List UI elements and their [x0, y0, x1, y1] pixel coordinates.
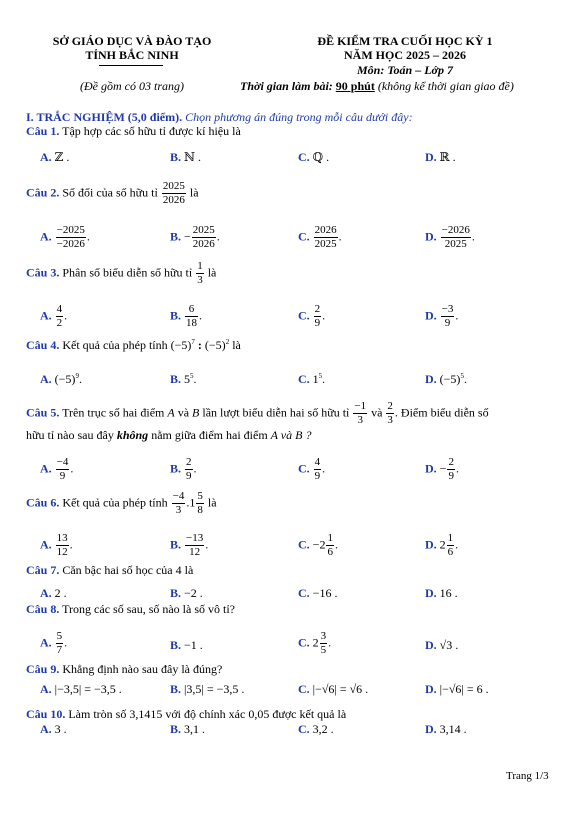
q9-option-d[interactable]: D. |−√6| = 6 .: [425, 682, 489, 696]
section-instruction: Chọn phương án đúng trong mỗi câu dưới đây:: [185, 110, 413, 124]
time-note: (không kể thời gian giao đề): [377, 79, 514, 93]
q1-option-b[interactable]: B. ℕ .: [170, 150, 201, 164]
header-underline: [99, 65, 163, 66]
question-10: Câu 10. Làm tròn số 3,1415 với độ chính xác 0,05 được kết quả là: [26, 707, 347, 721]
question-7: Câu 7. Căn bậc hai số học của 4 là: [26, 563, 194, 577]
q7-option-c[interactable]: C. −16 .: [298, 586, 338, 600]
q1-option-a[interactable]: A. ℤ .: [40, 150, 70, 164]
q6-option-d[interactable]: D. 2 $\frac{1}{6}$ .: [425, 532, 459, 558]
q8-option-c[interactable]: C. 2 $\frac{3}{5}$ .: [298, 630, 332, 656]
q6-option-b[interactable]: B. $\frac{-13}{12}$ .: [170, 532, 209, 558]
q10-option-a[interactable]: A. 3 .: [40, 722, 67, 736]
q9-option-c[interactable]: C. |−√6| = √6 .: [298, 682, 369, 696]
question-3: Câu 3. Phân số biểu diễn số hữu tỉ $\frac{1}{3}$ là: [26, 260, 217, 286]
q7-option-b[interactable]: B. −2 .: [170, 586, 203, 600]
question-4: Câu 4. Kết quả của phép tính $(-5)^7$ : $(-5)^2$ là: [26, 338, 241, 352]
q7-option-d[interactable]: D. 16 .: [425, 586, 458, 600]
header-page-count-note: (Đề gồm có 03 trang): [80, 79, 184, 93]
school-year: NĂM HỌC 2025 – 2026: [344, 48, 466, 62]
q1-option-c[interactable]: C. ℚ .: [298, 150, 330, 164]
time-value: 90 phút: [335, 79, 375, 93]
q3-option-c[interactable]: C. $\frac{2}{9}$ .: [298, 303, 326, 329]
section-title: I. TRẮC NGHIỆM (5,0 điểm).: [26, 110, 183, 124]
q4-option-b[interactable]: B. $5^5$.: [170, 372, 197, 386]
q7-option-a[interactable]: A. 2 .: [40, 586, 67, 600]
q3-option-a[interactable]: A. $\frac{4}{2}$ .: [40, 303, 68, 329]
q10-option-d[interactable]: D. 3,14 .: [425, 722, 467, 736]
q4-option-d[interactable]: D. $(-5)^5$.: [425, 372, 467, 386]
q2-option-a[interactable]: A. $\frac{-2025}{-2026}$ .: [40, 224, 90, 250]
q10-option-c[interactable]: C. 3,2 .: [298, 722, 334, 736]
q2-option-c[interactable]: C. $\frac{2026}{2025}$ .: [298, 224, 342, 250]
question-5-line-2: hữu tỉ nào sau đây không nằm giữa điểm hai điểm A và B ?: [26, 428, 312, 442]
q5-option-d[interactable]: D. − $\frac{2}{9}$ .: [425, 456, 459, 482]
question-1: Câu 1. Tập hợp các số hữu tỉ được kí hiệu là: [26, 124, 241, 138]
time-label: Thời gian làm bài:: [240, 79, 333, 93]
question-2: Câu 2. Số đối của số hữu tỉ $\frac{2025}{2026}$ là: [26, 180, 199, 206]
q6-option-c[interactable]: C. −2 $\frac{1}{6}$ .: [298, 532, 338, 558]
q4-option-a[interactable]: A. $(-5)^9$.: [40, 372, 82, 386]
q10-option-b[interactable]: B. 3,1 .: [170, 722, 206, 736]
section-heading: [26, 110, 413, 125]
q2-option-b[interactable]: B. − $\frac{2025}{2026}$ .: [170, 224, 220, 250]
q8-option-d[interactable]: D. √3 .: [425, 638, 459, 652]
page-number: Trang 1/3: [506, 770, 549, 782]
exam-title: ĐỀ KIỂM TRA CUỐI HỌC KỲ 1: [317, 34, 493, 48]
q5-option-b[interactable]: B. $\frac{2}{9}$ .: [170, 456, 197, 482]
q8-option-b[interactable]: B. −1 .: [170, 638, 203, 652]
q9-option-b[interactable]: B. |3,5| = −3,5 .: [170, 682, 245, 696]
q5-option-c[interactable]: C. $\frac{4}{9}$ .: [298, 456, 326, 482]
header-department: SỞ GIÁO DỤC VÀ ĐÀO TẠO: [52, 34, 212, 48]
question-8: Câu 8. Trong các số sau, số nào là số vô tỉ?: [26, 602, 236, 616]
header-province: TỈNH BẮC NINH: [85, 48, 179, 62]
question-5: Câu 5. Trên trục số hai điểm A và B lần lượt biểu diễn hai số hữu tỉ $\frac{-1}{3}$ và $\frac{2}{3}$ . Điểm biểu diễn số: [26, 400, 489, 426]
q1-option-d[interactable]: D. ℝ .: [425, 150, 456, 164]
subject: Môn: Toán – Lớp 7: [356, 63, 453, 77]
q2-option-d[interactable]: D. $\frac{-2026}{2025}$ .: [425, 224, 475, 250]
question-9: Câu 9. Khẳng định nào sau đây là đúng?: [26, 662, 223, 676]
q3-option-b[interactable]: B. $\frac{6}{18}$ .: [170, 303, 203, 329]
question-6: Câu 6. Kết quả của phép tính $\frac{-4}{3}$ .1 $\frac{5}{8}$ là: [26, 490, 217, 516]
q6-option-a[interactable]: A. $\frac{13}{12}$ .: [40, 532, 73, 558]
time-line: [240, 79, 514, 94]
q5-option-a[interactable]: A. $\frac{-4}{9}$ .: [40, 456, 74, 482]
q9-option-a[interactable]: A. |−3,5| = −3,5 .: [40, 682, 122, 696]
q3-option-d[interactable]: D. $\frac{-3}{9}$ .: [425, 303, 459, 329]
q4-option-c[interactable]: C. $1^5$.: [298, 372, 326, 386]
q8-option-a[interactable]: A. $\frac{5}{7}$ .: [40, 630, 68, 656]
